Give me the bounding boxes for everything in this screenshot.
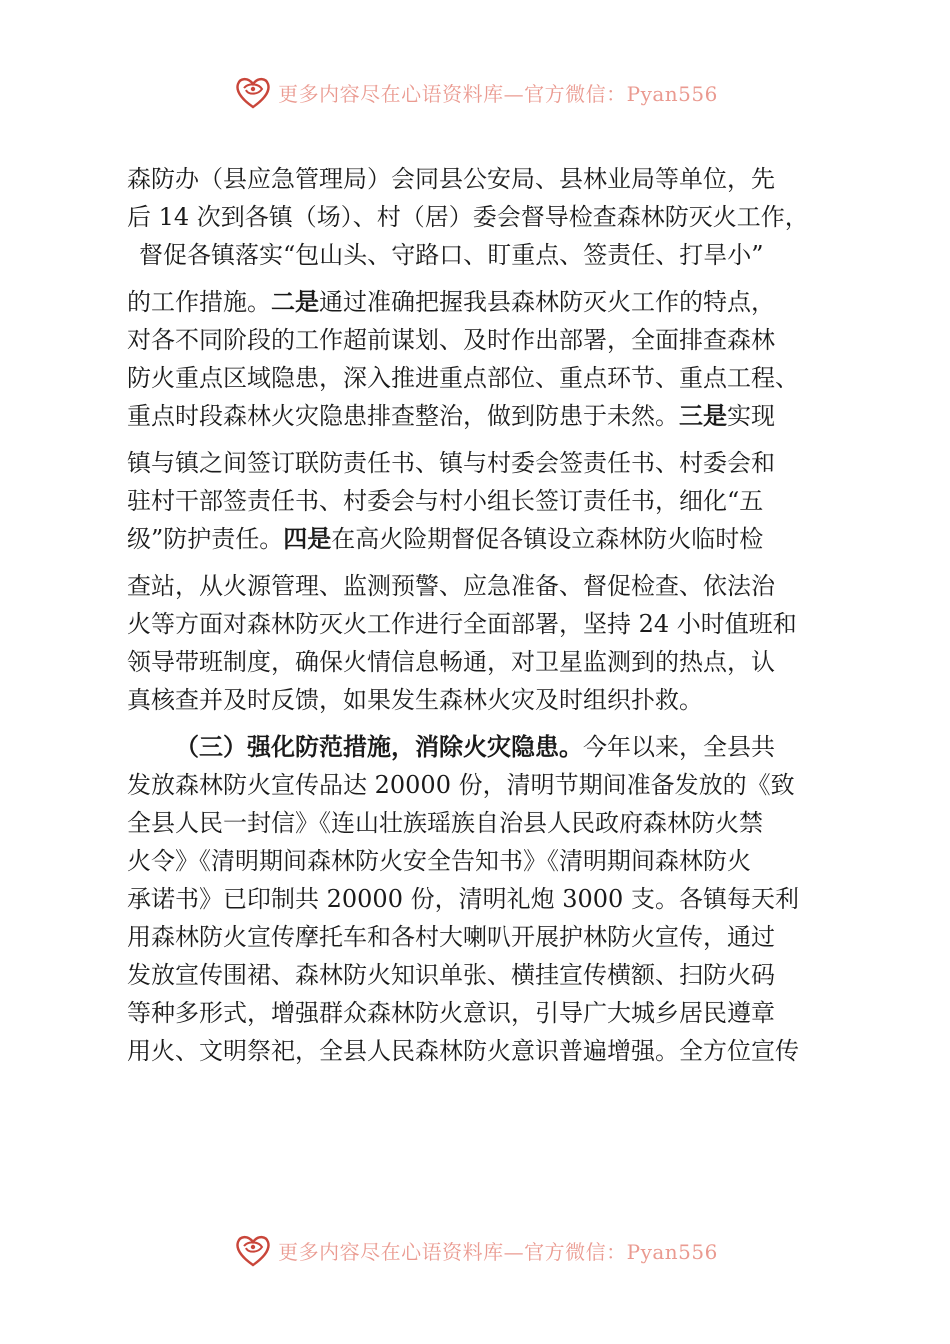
text-line bbox=[127, 198, 827, 236]
text-line bbox=[127, 1032, 827, 1070]
text-segment: 督促各镇落实“包山头、守路口、盯重点、签责任、打旱小” bbox=[139, 241, 764, 269]
bold-phrase: 三是 bbox=[679, 402, 727, 430]
text-segment: 级”防护责任。 bbox=[127, 525, 284, 553]
text-segment: 领导带班制度，确保火情信息畅通，对卫星监测到的热点，认 bbox=[127, 648, 775, 676]
text-line bbox=[127, 804, 827, 842]
text-line bbox=[127, 520, 827, 558]
text-line bbox=[127, 444, 827, 482]
text-segment: 在高火险期督促各镇设立森林防火临时检 bbox=[331, 525, 764, 553]
text-segment: 实现 bbox=[727, 402, 775, 430]
watermark-text: 更多内容尽在心语资料库—官方微信：Pyan556 bbox=[278, 1239, 718, 1264]
text-line bbox=[127, 359, 827, 397]
bold-phrase: 四是 bbox=[283, 525, 332, 553]
text-segment: 后 14 次到各镇（场）、村（居）委会督导检查森林防灭火工作， bbox=[127, 203, 809, 231]
text-line bbox=[127, 236, 827, 274]
text-segment: 镇与镇之间签订联防责任书、镇与村委会签责任书、村委会和 bbox=[127, 449, 775, 477]
text-line bbox=[127, 397, 827, 435]
heart-swirl-logo-icon bbox=[232, 1231, 274, 1269]
text-line bbox=[127, 880, 827, 918]
text-segment: 真核查并及时反馈，如果发生森林火灾及时组织扑救。 bbox=[127, 686, 703, 714]
text-line bbox=[127, 766, 827, 804]
text-line bbox=[127, 321, 827, 359]
text-line bbox=[127, 956, 827, 994]
watermark-text: 更多内容尽在心语资料库—官方微信：Pyan556 bbox=[278, 81, 718, 106]
text-line bbox=[127, 283, 827, 321]
text-line bbox=[127, 842, 827, 880]
text-segment: 等种多形式，增强群众森林防火意识，引导广大城乡居民遵章 bbox=[127, 999, 775, 1027]
text-line bbox=[127, 918, 827, 956]
text-line bbox=[127, 605, 827, 643]
text-segment: 对各不同阶段的工作超前谋划、及时作出部署，全面排查森林 bbox=[127, 326, 775, 354]
text-line bbox=[127, 482, 827, 520]
document-body bbox=[127, 160, 827, 1070]
text-line bbox=[127, 681, 827, 719]
text-segment: 用森林防火宣传摩托车和各村大喇叭开展护林防火宣传，通过 bbox=[127, 923, 775, 951]
text-segment: 森防办（县应急管理局）会同县公安局、县林业局等单位，先 bbox=[127, 165, 775, 193]
text-line bbox=[127, 728, 827, 766]
text-segment: 重点时段森林火灾隐患排查整治，做到防患于未然。 bbox=[127, 402, 679, 430]
text-line bbox=[127, 160, 827, 198]
text-line bbox=[127, 643, 827, 681]
text-segment: 全县人民一封信》《连山壮族瑶族自治县人民政府森林防火禁 bbox=[127, 809, 763, 837]
text-segment: 承诺书》已印制共 20000 份，清明礼炮 3000 支。各镇每天利 bbox=[127, 885, 799, 913]
text-line bbox=[127, 567, 827, 605]
text-segment: 发放宣传围裙、森林防火知识单张、横挂宣传横额、扫防火码 bbox=[127, 961, 775, 989]
header-watermark bbox=[0, 70, 950, 114]
text-segment: 查站，从火源管理、监测预警、应急准备、督促检查、依法治 bbox=[127, 572, 775, 600]
text-segment: 今年以来，全县共 bbox=[583, 733, 775, 761]
bold-phrase: 二是 bbox=[271, 288, 319, 316]
text-segment: 防火重点区域隐患，深入推进重点部位、重点环节、重点工程、 bbox=[127, 364, 799, 392]
text-line bbox=[127, 994, 827, 1032]
text-segment: 火令》《清明期间森林防火安全告知书》《清明期间森林防火 bbox=[127, 847, 751, 875]
text-segment: 发放森林防火宣传品达 20000 份，清明节期间准备发放的《致 bbox=[127, 771, 795, 799]
text-segment: 用火、文明祭祀，全县人民森林防火意识普遍增强。全方位宣传 bbox=[127, 1037, 799, 1065]
footer-watermark bbox=[0, 1228, 950, 1272]
text-segment: 通过准确把握我县森林防灭火工作的特点， bbox=[319, 288, 775, 316]
bold-phrase: （三）强化防范措施，消除火灾隐患。 bbox=[175, 733, 583, 761]
heart-swirl-logo-icon bbox=[232, 73, 274, 111]
text-segment: 的工作措施。 bbox=[127, 288, 271, 316]
text-segment: 火等方面对森林防灭火工作进行全面部署，坚持 24 小时值班和 bbox=[127, 610, 797, 638]
text-segment: 驻村干部签责任书、村委会与村小组长签订责任书，细化“五 bbox=[127, 487, 764, 515]
